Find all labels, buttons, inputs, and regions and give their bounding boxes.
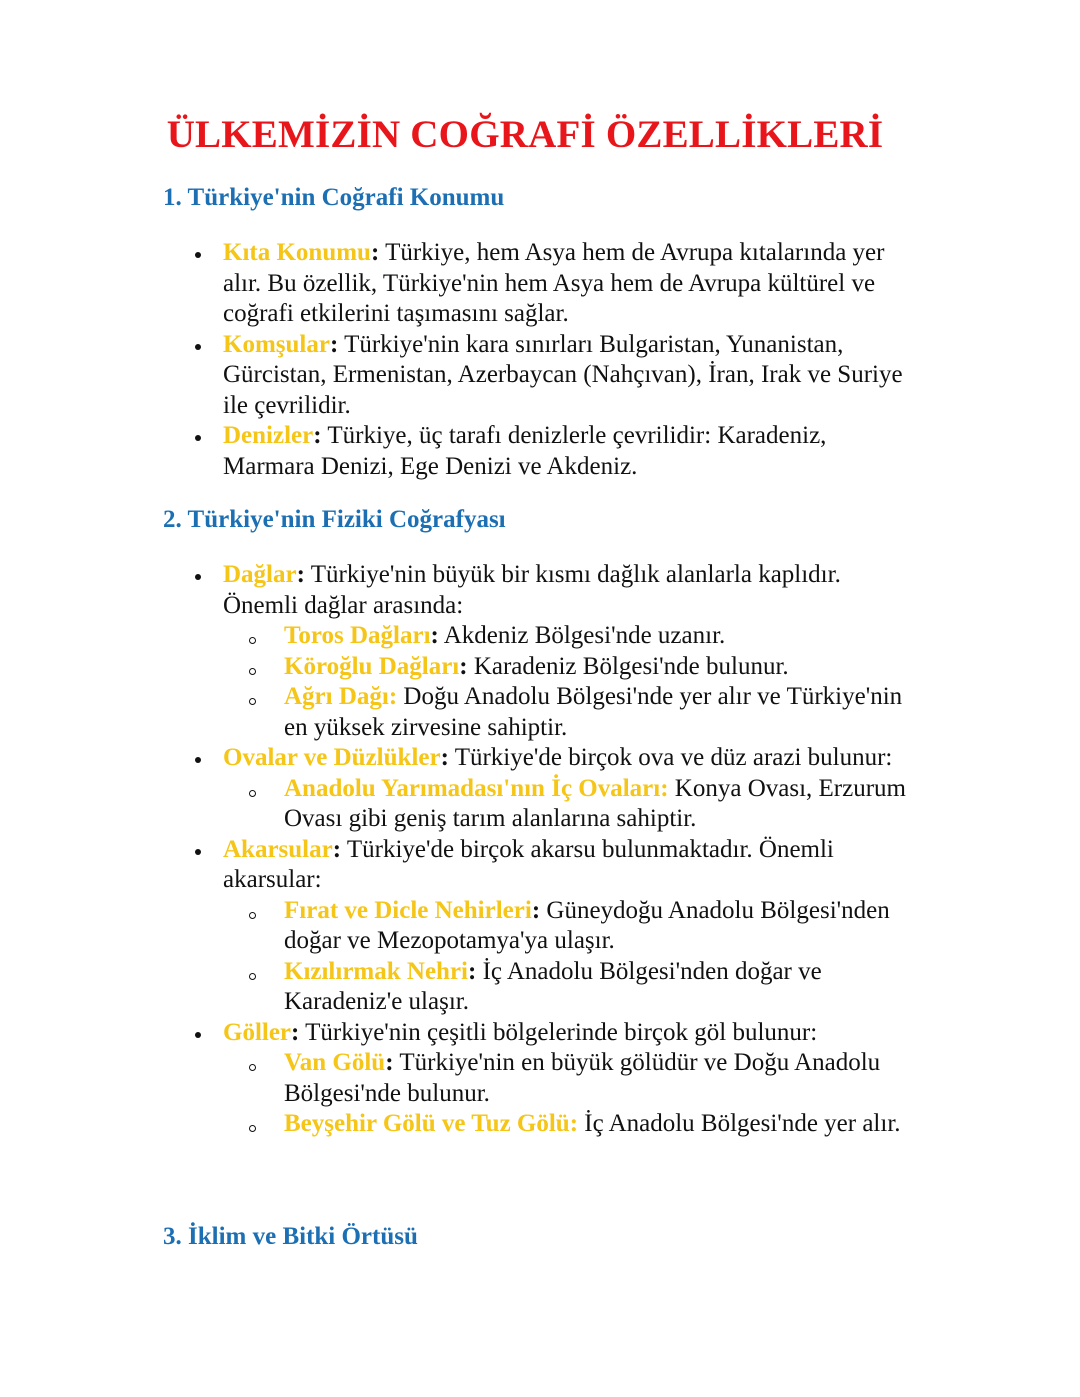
list-item bbox=[190, 238, 910, 330]
term-colon: : bbox=[296, 561, 305, 588]
term-colon: : bbox=[440, 744, 449, 771]
term-label: Köroğlu Dağları bbox=[284, 652, 460, 680]
item-text: Türkiye'de birçok akarsu bulunmaktadır. Önemli akarsular: bbox=[223, 835, 834, 893]
term-colon: : bbox=[459, 652, 468, 680]
term-label: Göller bbox=[223, 1018, 292, 1046]
item-text: Türkiye, hem Asya hem de Avrupa kıtalarında yer alır. Bu özellik, Türkiye'nin hem Asya hem de Avrupa kültürel ve coğrafi etkilerini taşımasını sağlar. bbox=[223, 239, 885, 327]
sub-list bbox=[223, 774, 910, 835]
term-label: Fırat ve Dicle Nehirleri bbox=[284, 896, 532, 924]
term-label: Van Gölü bbox=[284, 1049, 386, 1076]
section-2-list bbox=[190, 560, 910, 1140]
item-text: Doğu Anadolu Bölgesi'nde yer alır ve Türkiye'nin en yüksek zirvesine sahiptir. bbox=[284, 683, 903, 741]
term-colon: : bbox=[385, 1049, 394, 1076]
term-label: Denizler bbox=[223, 422, 314, 449]
sub-list-item bbox=[251, 957, 910, 1018]
sub-list-item bbox=[251, 774, 910, 835]
item-text: Konya Ovası, Erzurum Ovası gibi geniş tarım alanlarına sahiptir. bbox=[284, 774, 906, 832]
sub-list bbox=[223, 621, 910, 743]
item-text: Türkiye'de birçok ova ve düz arazi bulunur: bbox=[448, 744, 893, 771]
section-1-list bbox=[190, 238, 910, 482]
item-text: Karadeniz Bölgesi'nde bulunur. bbox=[467, 652, 789, 680]
list-item bbox=[190, 330, 910, 422]
list-item bbox=[190, 560, 910, 743]
term-label: Anadolu Yarımadası'nın İç Ovaları: bbox=[284, 774, 669, 802]
item-text: Türkiye'nin kara sınırları Bulgaristan, Yunanistan, Gürcistan, Ermenistan, Azerbaycan (Nahçıvan), İran, Irak ve Suriye ile çevrilidir. bbox=[223, 330, 903, 419]
section-heading-2: 2. Türkiye'nin Fiziki Coğrafyası bbox=[163, 506, 506, 533]
term-colon: : bbox=[531, 896, 541, 924]
term-label: Dağlar bbox=[223, 561, 297, 588]
term-label: Beyşehir Gölü ve Tuz Gölü: bbox=[284, 1110, 579, 1137]
term-label: Kıta Konumu bbox=[223, 239, 371, 266]
term-colon: : bbox=[329, 330, 339, 358]
term-colon: : bbox=[370, 239, 380, 266]
term-colon: : bbox=[291, 1018, 300, 1046]
term-colon: : bbox=[332, 835, 342, 863]
item-text: Akdeniz Bölgesi'nde uzanır. bbox=[438, 622, 726, 649]
sub-list-item bbox=[251, 1048, 910, 1109]
item-text: Türkiye'nin büyük bir kısmı dağlık alanlarla kaplıdır. Önemli dağlar arasında: bbox=[223, 561, 841, 619]
item-text: Güneydoğu Anadolu Bölgesi'nden doğar ve Mezopotamya'ya ulaşır. bbox=[284, 896, 890, 954]
sub-list-item bbox=[251, 652, 910, 683]
sub-list bbox=[223, 1048, 910, 1140]
item-text: İç Anadolu Bölgesi'nden doğar ve Karadeniz'e ulaşır. bbox=[284, 957, 822, 1015]
term-label: Akarsular bbox=[223, 835, 333, 863]
term-label: Komşular bbox=[223, 330, 330, 358]
term-label: Ovalar ve Düzlükler bbox=[223, 744, 441, 771]
item-text: Türkiye'nin en büyük gölüdür ve Doğu Anadolu Bölgesi'nde bulunur. bbox=[284, 1049, 881, 1107]
list-item bbox=[190, 743, 910, 835]
term-colon: : bbox=[468, 957, 477, 985]
sub-list-item bbox=[251, 896, 910, 957]
term-label: Ağrı Dağı: bbox=[284, 683, 398, 710]
item-text: İç Anadolu Bölgesi'nde yer alır. bbox=[578, 1110, 901, 1137]
term-label: Toros Dağları bbox=[284, 622, 431, 649]
term-colon: : bbox=[430, 622, 439, 649]
section-heading-3: 3. İklim ve Bitki Örtüsü bbox=[163, 1223, 418, 1250]
page-title: ÜLKEMİZİN COĞRAFİ ÖZELLİKLERİ bbox=[166, 113, 884, 156]
sub-list-item bbox=[251, 682, 910, 743]
section-heading-1: 1. Türkiye'nin Coğrafi Konumu bbox=[163, 184, 505, 211]
term-label: Kızılırmak Nehri bbox=[284, 957, 468, 985]
term-colon: : bbox=[313, 422, 322, 449]
sub-list-item bbox=[251, 1109, 910, 1140]
list-item bbox=[190, 835, 910, 1018]
sub-list-item bbox=[251, 621, 910, 652]
item-text: Türkiye, üç tarafı denizlerle çevrilidir: Karadeniz, Marmara Denizi, Ege Denizi ve Akdeniz. bbox=[223, 422, 827, 480]
list-item bbox=[190, 1018, 910, 1140]
list-item bbox=[190, 421, 910, 482]
item-text: Türkiye'nin çeşitli bölgelerinde birçok göl bulunur: bbox=[299, 1018, 818, 1046]
sub-list bbox=[223, 896, 910, 1018]
